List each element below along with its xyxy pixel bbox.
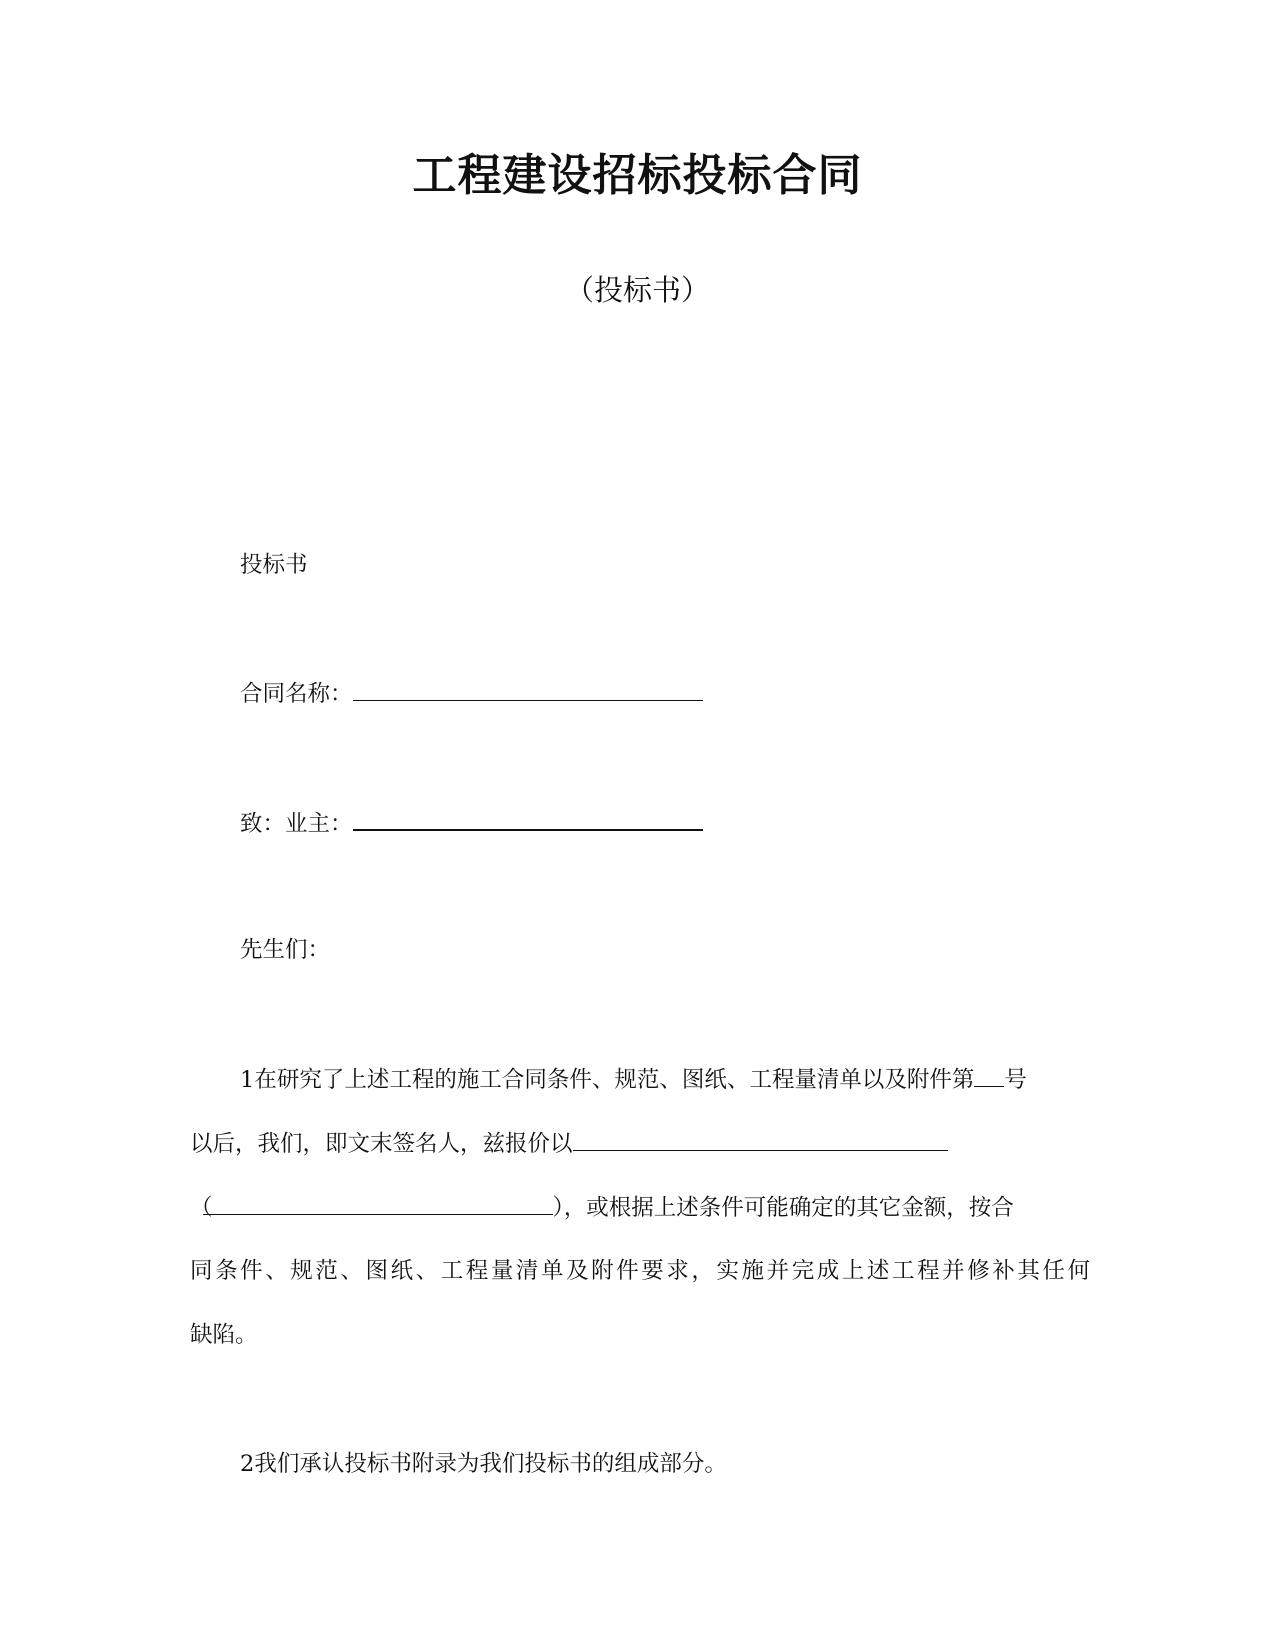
para1-line3 xyxy=(190,1192,1090,1223)
document-title: 工程建设招标投标合同 xyxy=(412,150,863,201)
para1-line1-suffix: 号 xyxy=(1004,1067,1027,1093)
to-owner-row xyxy=(240,807,703,839)
contract-name-blank[interactable] xyxy=(353,678,703,701)
salutation: 先生们： xyxy=(240,937,331,963)
contract-name-row xyxy=(240,678,703,709)
para1-line3-text: ），或根据上述条件可能确定的其它金额，按合 xyxy=(552,1195,1014,1221)
para2: 2我们承认投标书附录为我们投标书的组成部分。 xyxy=(240,1451,727,1477)
para1-line5: 缺陷。 xyxy=(190,1322,258,1348)
para1-line1 xyxy=(240,1064,1027,1095)
para1-line1-text: 1在研究了上述工程的施工合同条件、规范、图纸、工程量清单以及附件第 xyxy=(240,1067,975,1093)
para1-line2 xyxy=(190,1128,1090,1159)
bid-amount-words-blank[interactable] xyxy=(203,1192,553,1215)
attachment-number-blank[interactable] xyxy=(974,1064,1004,1087)
contract-name-label: 合同名称： xyxy=(240,681,353,707)
to-owner-label: 致：业主： xyxy=(240,811,353,837)
para1-line2-text: 以后，我们，即文末签名人，兹报价以 xyxy=(190,1131,573,1157)
para1-line4: 同条件、规范、图纸、工程量清单及附件要求，实施并完成上述工程并修补其任何 xyxy=(190,1258,1090,1284)
bid-amount-blank[interactable] xyxy=(573,1128,948,1151)
document-subtitle: （投标书） xyxy=(564,273,710,307)
para1-line3-open: （ xyxy=(190,1195,213,1221)
section-heading: 投标书 xyxy=(240,552,308,578)
owner-blank[interactable] xyxy=(353,807,703,831)
